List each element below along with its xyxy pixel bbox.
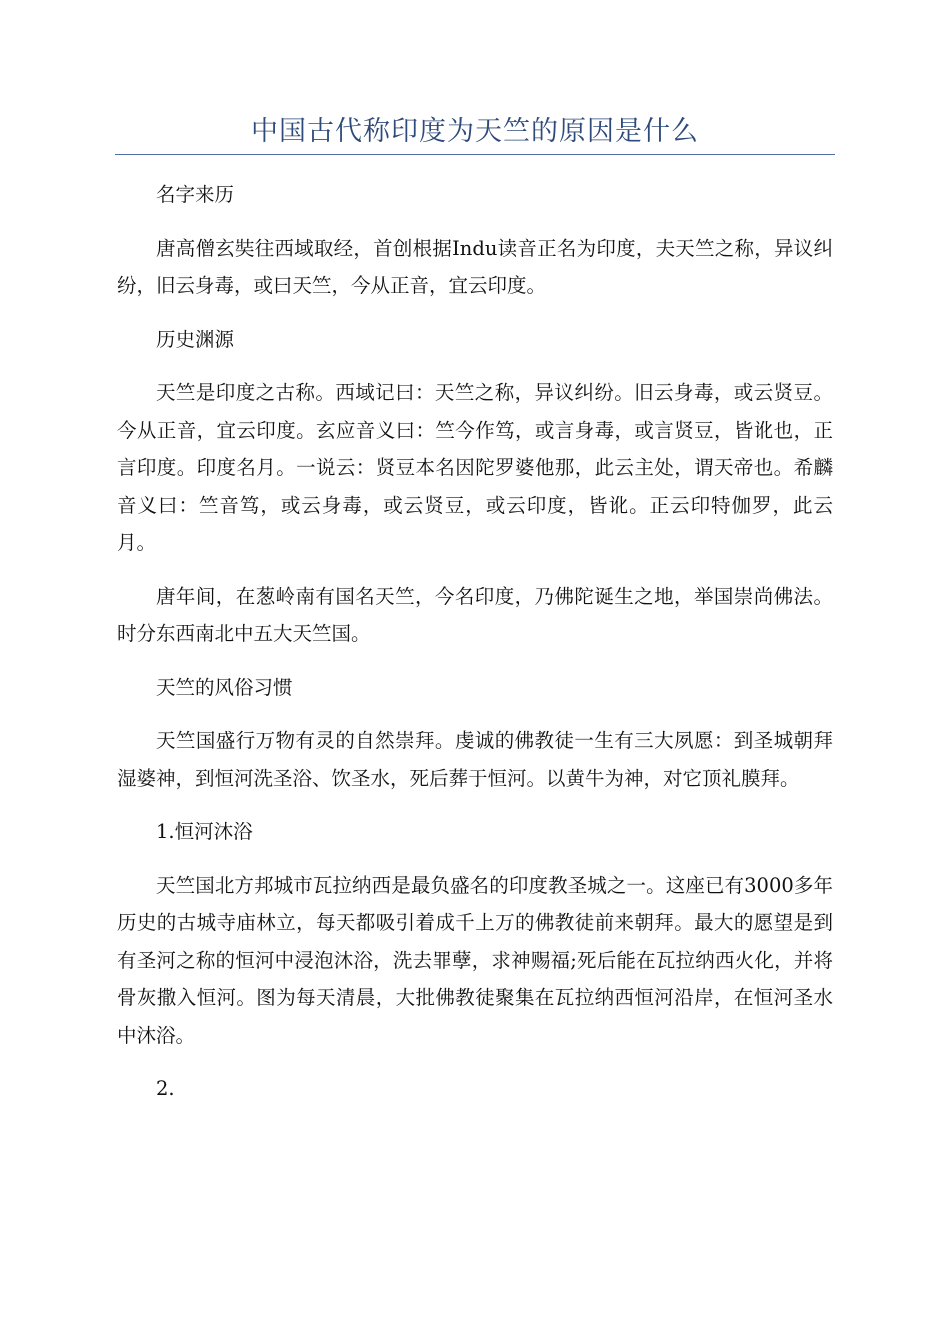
section-heading-customs: 天竺的风俗习惯 — [156, 675, 293, 699]
paragraph-ganges-bathing: 天竺国北方邦城市瓦拉纳西是最负盛名的印度教圣城之一。这座已有3000多年历史的古城寺庙林立，每天都吸引着成千上万的佛教徒前来朝拜。最大的愿望是到有圣河之称的恒河中浸泡沐浴，洗去罪孽，求神赐福;死后能在瓦拉纳西火化，并将骨灰撒入恒河。图为每天清晨，大批佛教徒聚集在瓦拉纳西恒河沿岸，在恒河圣水中沐浴。 — [117, 873, 833, 1047]
subheading-2: 2. — [156, 1077, 175, 1100]
paragraph-customs: 天竺国盛行万物有灵的自然崇拜。虔诚的佛教徒一生有三大夙愿：到圣城朝拜湿婆神，到恒河洗圣浴、饮圣水，死后葬于恒河。以黄牛为神，对它顶礼膜拜。 — [117, 729, 833, 790]
title-underline — [115, 154, 835, 155]
paragraph-history-2: 唐年间，在葱岭南有国名天竺，今名印度，乃佛陀诞生之地，举国崇尚佛法。时分东西南北中五大天竺国。 — [117, 584, 833, 645]
document-body — [117, 176, 833, 1124]
section-heading-history: 历史渊源 — [156, 327, 235, 351]
paragraph-history-1: 天竺是印度之古称。西域记曰：天竺之称，异议纠纷。旧云身毒，或云贤豆。今从正音，宜云印度。玄应音义曰：竺今作笃，或言身毒，或言贤豆，皆讹也，正言印度。印度名月。一说云：贤豆本名因陀罗婆他那，此云主处，谓天帝也。希麟音义曰：竺音笃，或云身毒，或云贤豆，或云印度，皆讹。正云印特伽罗，此云月。 — [117, 381, 833, 554]
subheading-ganges-bathing: 1.恒河沐浴 — [156, 820, 253, 843]
paragraph-name-origin: 唐高僧玄奘往西域取经，首创根据Indu读音正名为印度，夫天竺之称，异议纠纷，旧云身毒，或曰天竺，今从正音，宜云印度。 — [117, 236, 833, 297]
document-title: 中国古代称印度为天竺的原因是什么 — [251, 116, 699, 147]
section-heading-name-origin: 名字来历 — [156, 183, 235, 206]
